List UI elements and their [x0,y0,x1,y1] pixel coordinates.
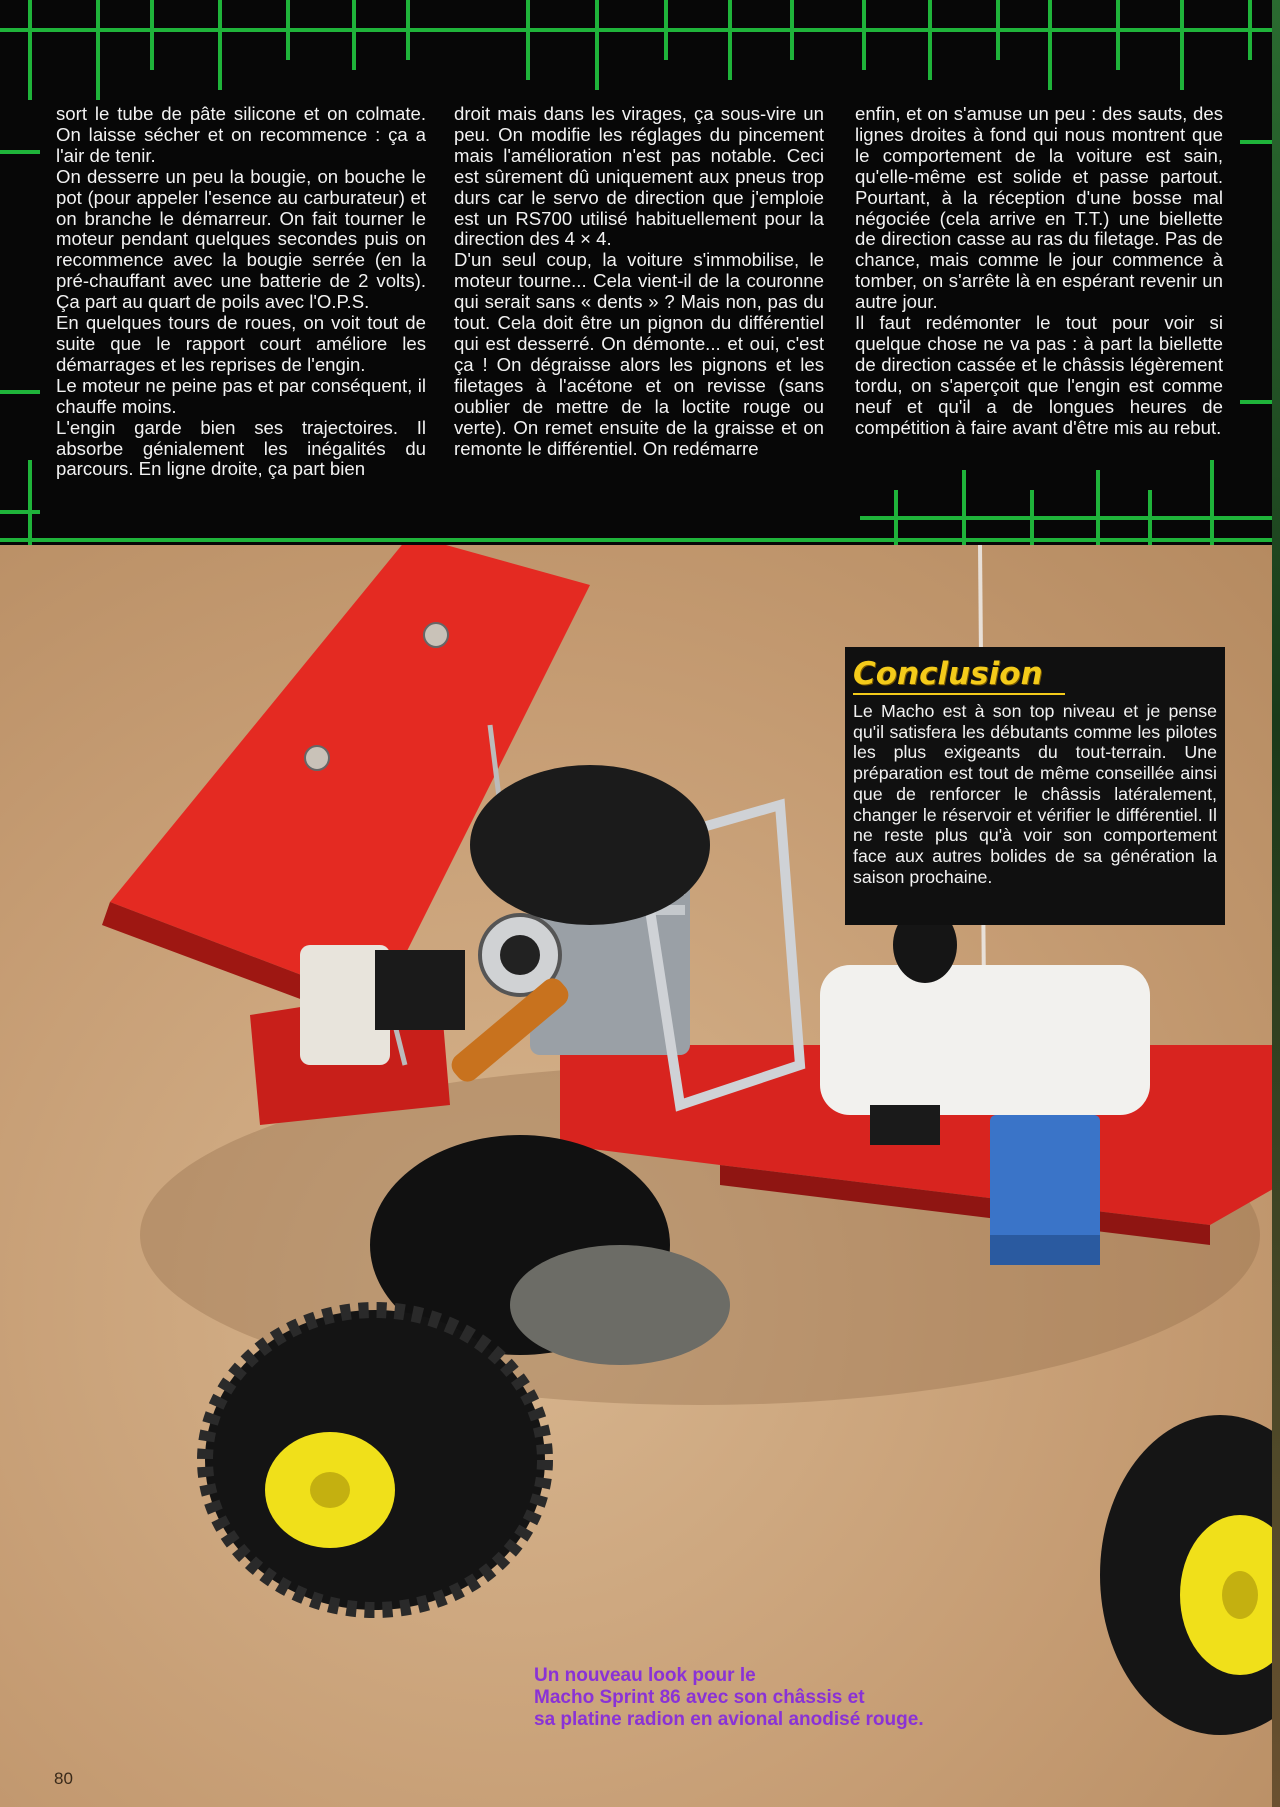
grid-line [862,0,866,70]
grid-line [218,0,222,90]
grid-line [28,0,32,100]
rear-tyre [470,765,710,925]
paragraph: En quelques tours de roues, on voit tout de suite que le rapport court améliore les démarrages et les reprises de l'engin. [56,312,426,375]
servo-plate [870,1105,940,1145]
grid-line [0,150,40,154]
grid-line [1048,0,1052,90]
wheel-hub-center [310,1472,350,1508]
grid-line [1210,460,1214,545]
paragraph: D'un seul coup, la voiture s'immobilise, le moteur tourne... Cela vient-il de la couronne qui serait sans « dents » ? Mais non, pas du tout. Cela doit être un pignon du différentiel qui est desserré. On démonte... et oui, c'est ça ! On dégraisse alors les pignons et les filetages à l'acétone et on revisse (sans oublier de mettre de la loctite rouge ou verte). On remet ensuite de la graisse et on remonte le différentiel. On redémarre [454,249,824,459]
grid-line [0,538,1280,542]
grid-line [1030,490,1034,545]
switch-box [375,950,465,1030]
article-column-1 [56,104,426,480]
article-column-3 [855,104,1223,439]
servo-base [990,1235,1100,1265]
paragraph: Le moteur ne peine pas et par conséquent, il chauffe moins. [56,374,426,417]
grid-line [0,510,40,514]
blue-servo [990,1115,1100,1245]
grid-line [996,0,1000,60]
page-edge [1272,0,1280,1807]
grid-line [664,0,668,60]
grid-line [0,390,40,394]
grid-line [1180,0,1184,90]
title-underline [853,693,1065,695]
grid-line [150,0,154,70]
page-number: 80 [54,1769,73,1788]
right-wheel-hub-center [1222,1571,1258,1619]
text-band [0,0,1280,545]
wing-bolt [305,746,329,770]
grid-line [1096,470,1100,545]
paragraph: L'engin garde bien ses trajectoires. Il absorbe génialement les inégalités du parcours. En ligne droite, ça part bien [56,416,426,480]
paragraph: droit mais dans les virages, ça sous-vire un peu. On modifie les réglages du pincement mais l'amélioration n'est pas notable. Ceci est sûrement dû uniquement aux pneus trop durs car le servo de direction que j'emploie est un RS700 utilisé habituellement pour la direction des 4 × 4. [454,103,824,250]
grid-line [286,0,290,60]
gear-housing [510,1245,730,1365]
paragraph: enfin, et on s'amuse un peu : des sauts, des lignes droites à fond qui nous montrent que le comportement de la voiture est sain, qu'elle-même est solide et passe partout. Pourtant, à la réception d'une bosse mal négociée (cela arrive en T.T.) une biellette de direction casse au ras du filetage. Pas de chance, mais comme le jour commence à tomber, on s'arrête là en espérant revenir un autre jour. [855,103,1223,313]
grid-line [595,0,599,90]
conclusion-text: Le Macho est à son top niveau et je pense qu'il satisfera les débutants comme les pilotes les plus exigeants du tout-terrain. Une préparation est tout de même conseillée ainsi que de renforcer le châssis latéralement, changer le réservoir et vérifier le différentiel. Il ne reste plus qu'à voir son comportement face aux autres bolides de sa génération la saison prochaine. [853,701,1217,887]
fuel-tank [820,965,1150,1115]
photo-caption [534,1665,994,1731]
caption-line: sa platine radion en avional anodisé rouge. [534,1709,924,1730]
grid-line [352,0,356,70]
grid-line [728,0,732,80]
paragraph: sort le tube de pâte silicone et on colmate. On laisse sécher et on recommence : ça a l'air de tenir. [56,103,426,166]
grid-line [406,0,410,60]
caption-line: Un nouveau look pour le [534,1665,756,1686]
grid-line [860,516,1280,520]
grid-line [1148,490,1152,545]
grid-line [1116,0,1120,70]
conclusion-title: Conclusion [853,656,1043,692]
carburetor-intake [500,935,540,975]
grid-line [962,470,966,545]
wing-bolt [424,623,448,647]
caption-line: Macho Sprint 86 avec son châssis et [534,1687,865,1708]
grid-line [1248,0,1252,60]
grid-line [96,0,100,100]
grid-line [526,0,530,80]
paragraph: On desserre un peu la bougie, on bouche le pot (pour appeler l'esence au carburateur) et on branche le démarreur. On fait tourner le moteur pendant quelques secondes puis on recommence avec la bougie serrée (en la pré-chauffant avec une batterie de 2 volts). Ça part au quart de poils avec l'O.P.S. [56,165,426,313]
grid-line [894,490,898,545]
conclusion-box [845,647,1225,925]
grid-line [928,0,932,80]
paragraph: Il faut redémonter le tout pour voir si quelque chose ne va pas : à part la biellette de direction cassée et le châssis légèrement tordu, on s'aperçoit que l'engin est comme neuf et qu'il a de longues heures de compétition à faire avant d'être mis au rebut. [855,312,1223,438]
grid-line [790,0,794,60]
grid-line [28,460,32,545]
article-column-2 [454,104,824,459]
grid-line [0,28,1280,32]
